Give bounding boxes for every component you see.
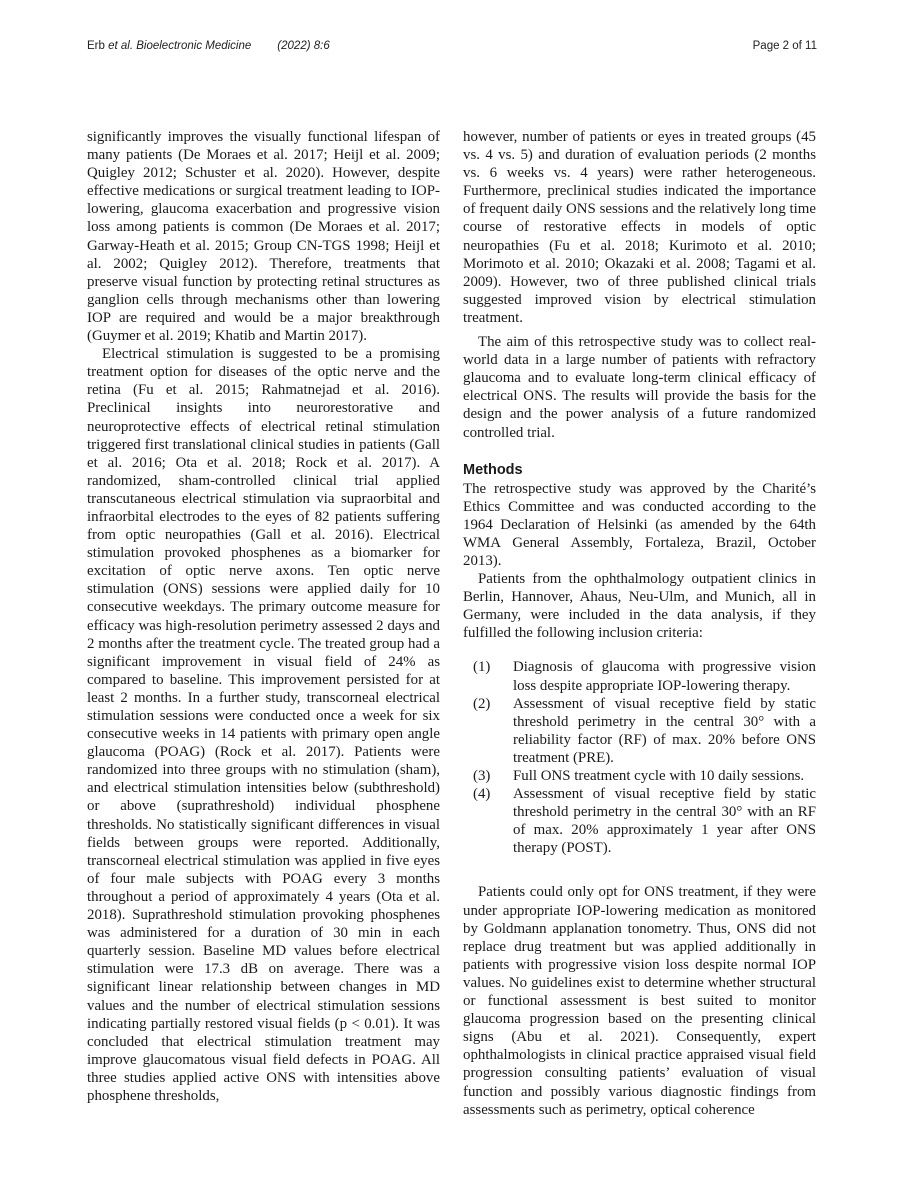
journal-citation [87,40,330,52]
criterion-text: Assessment of visual receptive field by static threshold perimetry in the central 30° with a reliability factor (RF) of max. 20% before ONS treatment (PRE). [513,695,816,766]
criterion-number: (2) [473,695,491,712]
criterion-number: (4) [473,786,491,803]
criterion-item [473,767,816,785]
criterion-item [473,695,816,767]
journal-name: Bioelectronic Medicine [133,40,252,52]
right-paragraph-1: however, number of patients or eyes in treated groups (45 vs. 4 vs. 5) and duration of evaluation periods (2 months vs. 6 weeks vs. 4 years) were rather heterogeneous. Furthermore, preclinical studies indicated the importance of frequent daily ONS sessions and the relatively long time course of restorative effects in models of optic neuropathies (Fu et al. 2018; Kurimoto et al. 2010; Morimoto et al. 2010; Okazaki et al. 2008; Tagami et al. 2009). However, two of three published clinical trials suggested improved vision by electrical stimulation treatment. [463,129,816,326]
methods-paragraph-1: The retrospective study was approved by the Charité’s Ethics Committee and was conducted according to the 1964 Declaration of Helsinki (as amended by the 64th WMA General Assembly, Fortaleza, Brazil, October 2013). [463,480,816,569]
journal-prefix: Erb [87,40,109,52]
criterion-text: Assessment of visual receptive field by static threshold perimetry in the central 30° with an RF of max. 20% approximately 1 year after ONS therapy (POST). [513,786,816,857]
left-paragraph-2: Electrical stimulation is suggested to be a promising treatment option for diseases of the optic nerve and the retina (Fu et al. 2015; Rahmatnejad et al. 2016). Preclinical insights into neurorestorative and neuroprotective effects of electrical retinal stimulation triggered first translational clinical studies in patients (Gall et al. 2016; Ota et al. 2018; Rock et al. 2017). A randomized, sham-controlled clinical trial applied transcutaneous electrical stimulation via supraorbital and infraorbital electrodes to the eyes of 82 patients suffering from optic neuropathies (Gall et al. 2016). Electrical stimulation provoked phosphenes as a biomarker for excitation of optic nerve axons. Ten optic nerve stimulation (ONS) sessions were applied daily for 10 consecutive weekdays. The primary outcome measure for efficacy was high-resolution perimetry assessed 2 days and 2 months after the treatment cycle. The treated group had a significant improvement in visual field of 24% as compared to baseline. This improvement persisted for at least 2 months. In a further study, transcorneal electrical stimulation sessions were conducted once a week for six consecutive weeks in 14 patients with primary open angle glaucoma (POAG) (Rock et al. 2017). Patients were randomized into three groups with no stimulation (sham), and electrical stimulation intensities below (subthreshold) or above (suprathreshold) individual phosphene thresholds. No statistically significant differences in visual fields between groups were reported. Additionally, transcorneal electrical stimulation was applied in five eyes of four male subjects with POAG every 3 months throughout a period of approximately 4 years (Ota et al. 2018). Suprathreshold stimulation provoking phosphenes was administered for a duration of 30 min in each quarterly session. Baseline MD values before electrical stimulation were 17.3 dB on average. There was a significant linear relationship between changes in MD values and the number of electrical stimulation sessions indicating partially restored visual fields (p < 0.01). It was concluded that electrical stimulation treatment may improve glaucomatous visual field defects in POAG. All three studies applied active ONS with intensities above phosphene thresholds, [87,346,440,1104]
criterion-item [473,785,816,857]
criterion-text: Diagnosis of glaucoma with progressive vision loss despite appropriate IOP-lowering therapy. [513,659,816,694]
journal-etal: et al. [108,40,134,52]
methods-paragraph-3: Patients could only opt for ONS treatment, if they were under appropriate IOP-lowering medication as monitored by Goldmann applanation tonometry. Thus, ONS did not replace drug treatment but was applied additionally in patients with progressive vision loss despite normal IOP values. No guidelines exist to determine whether structural or functional assessment is best suited to monitor glaucoma progression based on the presenting clinical signs (Abu et al. 2021). Consequently, expert ophthalmologists in clinical practice appraised visual field progression consulting patients’ evaluation of visual function and possibly various diagnostic findings from assessments such as perimetry, optical coherence [463,884,816,1118]
methods-paragraph-2: Patients from the ophthalmology outpatient clinics in Berlin, Hannover, Ahaus, Neu-Ulm, and Munich, all in Germany, were included in the data analysis, if they fulfilled the following inclusion criteria: [463,571,816,642]
criterion-number: (1) [473,659,491,676]
methods-heading: Methods [463,461,523,478]
criterion-number: (3) [473,768,491,784]
criterion-text: Full ONS treatment cycle with 10 daily sessions. [513,768,805,784]
running-header [87,40,817,60]
inclusion-criteria-list [463,658,816,857]
criterion-item [473,658,816,694]
left-column [87,128,440,1105]
right-paragraph-2: The aim of this retrospective study was to collect real-world data in a large number of patients with refractory glaucoma and to evaluate long-term clinical efficacy of electrical ONS. The results will provide the basis for the design and the power analysis of a future randomized controlled trial. [463,334,816,441]
journal-year-volume: (2022) 8:6 [277,40,330,52]
page-number: Page 2 of 11 [752,40,817,52]
right-column [463,128,816,1119]
left-paragraph-1: significantly improves the visually functional lifespan of many patients (De Moraes et al. 2017; Heijl et al. 2009; Quigley 2012; Schuster et al. 2020). However, despite effective medications or surgical treatment leading to IOP-lowering, glaucoma exacerbation and progressive vision loss among patients is common (De Moraes et al. 2017; Garway-Heath et al. 2015; Group CN-TGS 1998; Heijl et al. 2002; Quigley 2012). Therefore, treatments that preserve visual function by protecting retinal structures as ganglion cells through mechanisms other than lowering IOP are required and would be a major breakthrough (Guymer et al. 2019; Khatib and Martin 2017). [87,129,440,345]
